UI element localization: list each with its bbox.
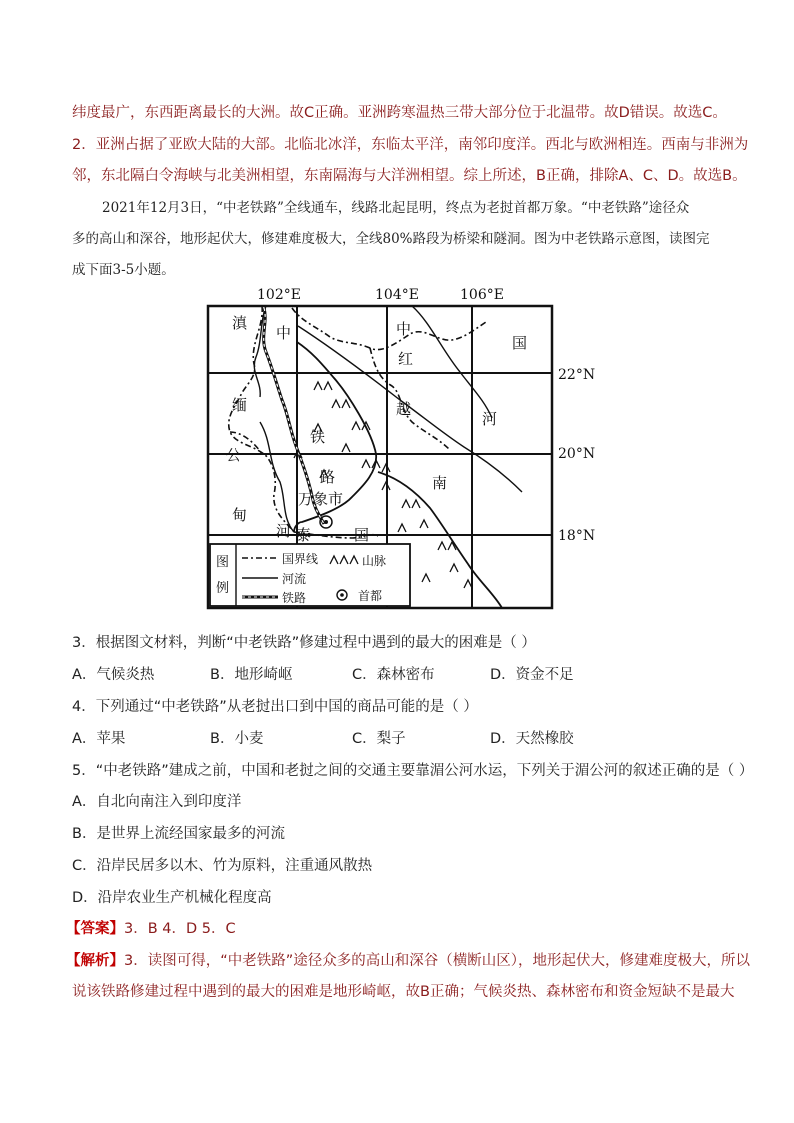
analysis-tag: 【解析】: [66, 953, 124, 969]
q4-option-d: D．天然橡胶: [490, 731, 574, 747]
answer-tag: 【答案】: [66, 921, 124, 937]
solution-line-2: 2．亚洲占据了亚欧大陆的大部。北临北冰洋，东临太平洋，南邻印度洋。西北与欧洲相连。西南与非洲为: [72, 137, 749, 153]
q5-option-c: C．沿岸民居多以木、竹为原料，注重通风散热: [72, 858, 373, 874]
svg-text:河流: 河流: [282, 572, 307, 586]
solution-line-1: 纬度最广，东西距离最长的大洲。故C正确。亚洲跨寒温热三带大部分位于北温带。故D错误。故选C。: [72, 105, 727, 121]
question-4: 4．下列通过“中老铁路”从老挝出口到中国的商品可能的是（ ）: [72, 699, 478, 715]
label-zhong-2: 中: [396, 320, 412, 338]
label-guo-2: 国: [354, 526, 370, 544]
label-guo: 国: [512, 334, 528, 352]
label-dian: 滇: [232, 314, 248, 332]
label-mian: 缅: [232, 396, 248, 414]
label-he-1: 河: [482, 410, 498, 428]
q3-option-d: D．资金不足: [490, 667, 574, 683]
label-zhong-1: 中: [276, 324, 292, 342]
q3-option-c: C．森林密布: [352, 667, 435, 683]
lon-label-104: 104°E: [375, 287, 419, 303]
material-line-2: 多的高山和深谷，地形起伏大，修建难度极大，全线80%路段为桥梁和隧洞。图为中老铁路示意图，读图完: [72, 231, 710, 247]
lon-label-106: 106°E: [460, 287, 504, 303]
lon-label-102: 102°E: [257, 287, 301, 303]
legend-title-1: 图: [216, 555, 230, 570]
q5-option-b: B．是世界上流经国家最多的河流: [72, 826, 285, 842]
svg-text:首都: 首都: [358, 589, 383, 603]
lat-label-22: 22°N: [558, 367, 596, 383]
svg-text:国界线: 国界线: [282, 552, 319, 566]
lat-label-20: 20°N: [558, 446, 596, 462]
question-3: 3．根据图文材料，判断“中老铁路”修建过程中遇到的最大的困难是（ ）: [72, 635, 536, 651]
label-lu: 路: [320, 468, 336, 486]
q3-option-a: A．气候炎热: [72, 667, 155, 683]
q4-option-b: B．小麦: [210, 731, 264, 747]
answer-line: [66, 919, 236, 939]
label-gong: 公: [226, 446, 242, 464]
analysis-line-1: [66, 951, 750, 971]
answer-text: 3．B 4．D 5．C: [124, 921, 236, 937]
legend-title-2: 例: [216, 581, 230, 596]
national-borders: [229, 306, 486, 538]
label-hong: 红: [398, 350, 414, 368]
material-line-1: 2021年12月3日，“中老铁路”全线通车，线路北起昆明，终点为老挝首都万象。“中老铁路”途径众: [102, 200, 690, 216]
label-tie: 铁: [310, 428, 326, 446]
q5-option-d: D．沿岸农业生产机械化程度高: [72, 890, 272, 906]
q3-option-b: B．地形崎岖: [210, 667, 293, 683]
svg-text:山脉: 山脉: [362, 554, 387, 568]
label-dian-2: 甸: [232, 506, 248, 524]
q5-option-a: A．自北向南注入到印度洋: [72, 794, 242, 810]
analysis-text-1: 3．读图可得，“中老铁路”途径众多的高山和深谷（横断山区），地形起伏大，修建难度极大，所以: [124, 953, 750, 969]
lat-label-18: 18°N: [558, 528, 596, 544]
label-yue: 越: [396, 400, 412, 418]
label-he-2: 河: [276, 522, 292, 540]
label-tai: 泰: [296, 526, 312, 544]
q4-option-c: C．梨子: [352, 731, 406, 747]
q4-option-a: A．苹果: [72, 731, 126, 747]
label-nan: 南: [432, 474, 448, 492]
solution-line-3: 邻，东北隔白令海峡与北美洲相望，东南隔海与大洋洲相望。综上所述，B正确，排除A、C、D。故选B。: [72, 168, 747, 184]
material-line-3: 成下面3-5小题。: [72, 262, 175, 278]
question-5: 5．“中老铁路”建成之前，中国和老挝之间的交通主要靠湄公河水运，下列关于湄公河的叙述正确的是（ ）: [72, 763, 754, 779]
label-wanxiang: 万象市: [298, 490, 344, 508]
svg-text:铁路: 铁路: [282, 591, 307, 605]
analysis-line-2: 说该铁路修建过程中遇到的最大的困难是地形崎岖，故B正确；气候炎热、森林密布和资金短缺不是最大: [72, 984, 735, 1000]
china-laos-railway-map: [202, 282, 614, 622]
